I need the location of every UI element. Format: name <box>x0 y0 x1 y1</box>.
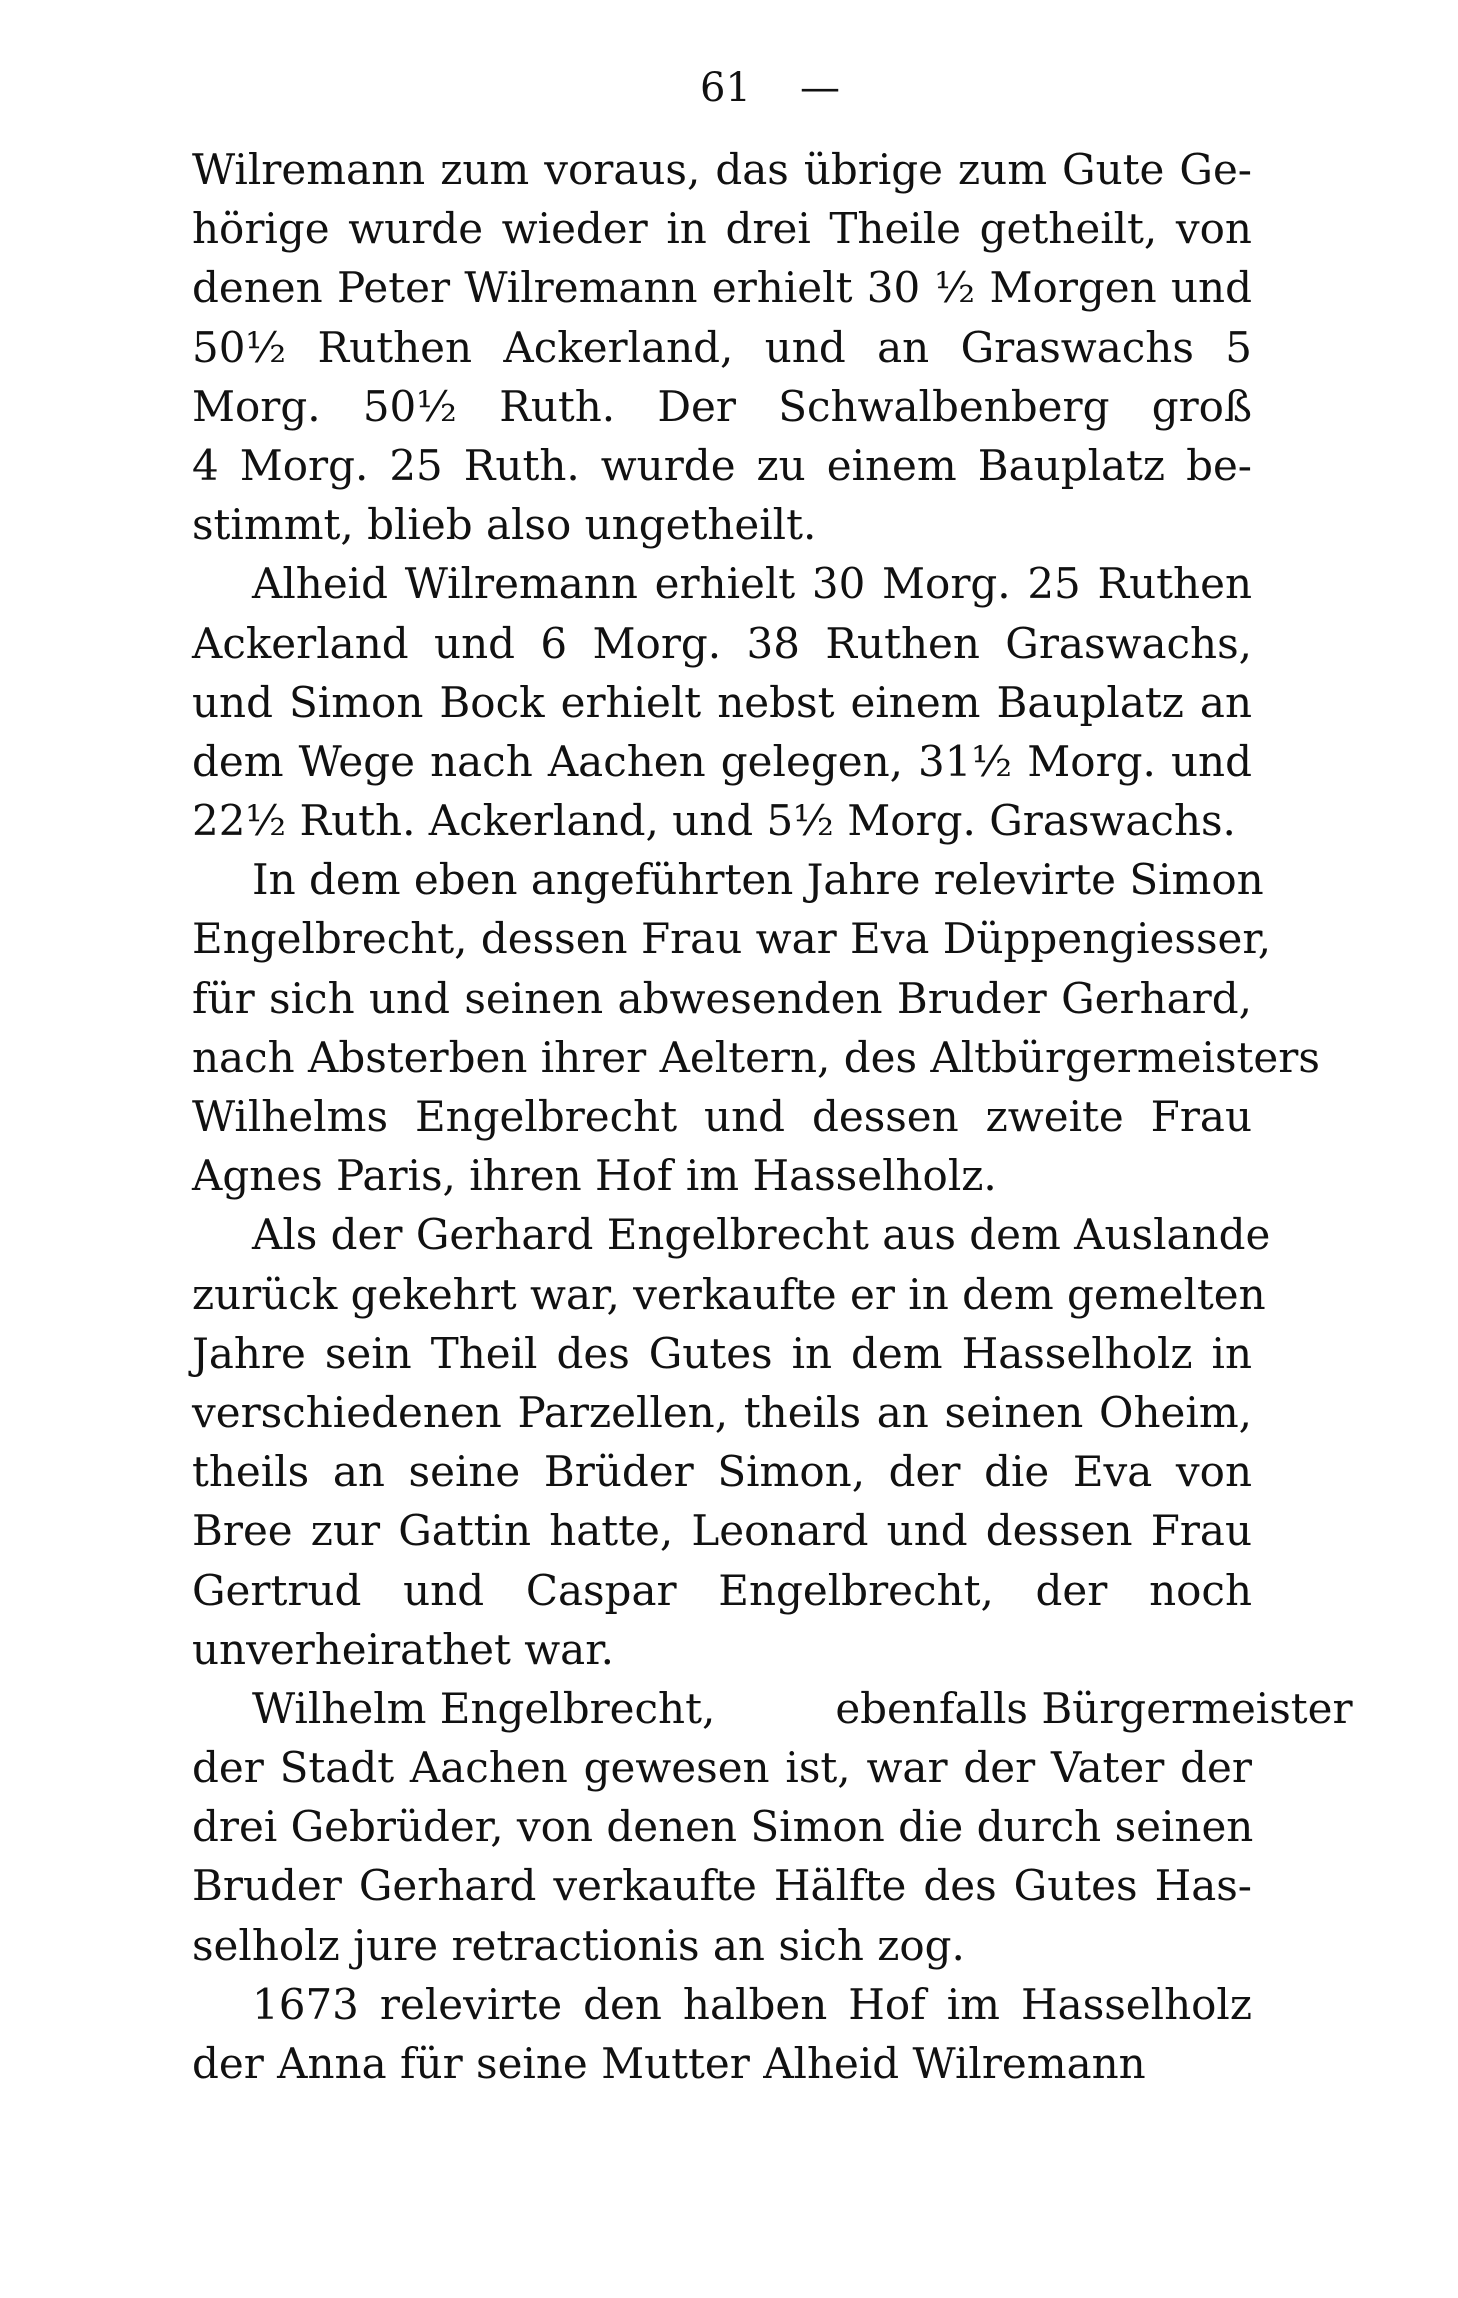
page-number: 61 <box>700 65 751 111</box>
text-line: 50½ Ruthen Ackerland, und an Graswachs 5 <box>192 322 1252 372</box>
text-line: In dem eben angeführten Jahre relevirte Simon <box>252 855 1264 905</box>
text-line: Bree zur Gattin hatte, Leonard und dessen Frau <box>192 1506 1252 1556</box>
body-text <box>192 140 1353 2093</box>
text-line: der Anna für seine Mutter Alheid Wilremann <box>192 2039 1146 2088</box>
text-line: unverheirathet war. <box>192 1624 615 1674</box>
text-line: Morg. 50½ Ruth. Der Schwalbenberg groß <box>192 381 1252 431</box>
text-line: selholz jure retractionis an sich zog. <box>192 1920 965 1970</box>
text-line: Wilhelms Engelbrecht und dessen zweite Frau <box>192 1092 1252 1141</box>
text-line: für sich und seinen abwesenden Bruder Gerhard, <box>192 973 1252 1023</box>
text-line: zurück gekehrt war, verkaufte er in dem gemelten <box>192 1269 1266 1319</box>
text-line: drei Gebrüder, von denen Simon die durch seinen <box>192 1802 1254 1852</box>
text-line: theils an seine Brüder Simon, der die Eva von <box>192 1447 1252 1497</box>
text-line: Jahre sein Theil des Gutes in dem Hasselholz in <box>192 1328 1252 1378</box>
text-line: 1673 relevirte den halben Hof im Hasselholz <box>252 1979 1252 2029</box>
text-line: hörige wurde wieder in drei Theile getheilt, von <box>192 204 1252 254</box>
text-fragment: ebenfalls Bürgermeister <box>835 1683 1353 1733</box>
text-line: 4 Morg. 25 Ruth. wurde zu einem Bauplatz be- <box>192 440 1252 490</box>
header-dash: — <box>800 65 840 111</box>
text-line: Gertrud und Caspar Engelbrecht, der noch <box>192 1565 1252 1615</box>
text-line: und Simon Bock erhielt nebst einem Bauplatz an <box>192 677 1252 727</box>
text-line: verschiedenen Parzellen, theils an seinen Oheim, <box>192 1387 1252 1437</box>
text-line: Als der Gerhard Engelbrecht aus dem Auslande <box>252 1210 1271 1260</box>
text-line: stimmt, blieb also ungetheilt. <box>192 500 817 550</box>
text-fragment: Wilhelm Engelbrecht, <box>252 1683 716 1733</box>
text-line: Ackerland und 6 Morg. 38 Ruthen Graswachs, <box>192 618 1252 668</box>
text-line: 22½ Ruth. Ackerland, und 5½ Morg. Graswachs. <box>192 796 1236 846</box>
text-line: nach Absterben ihrer Aeltern, des Altbürgermeisters <box>192 1032 1320 1082</box>
text-line: Alheid Wilremann erhielt 30 Morg. 25 Ruthen <box>252 559 1252 609</box>
text-line: Wilremann zum voraus, das übrige zum Gute Ge- <box>192 145 1252 194</box>
text-line: Bruder Gerhard verkaufte Hälfte des Gutes Has- <box>192 1861 1252 1911</box>
page-header <box>0 58 1458 118</box>
text-line: denen Peter Wilremann erhielt 30 ½ Morgen und <box>192 263 1252 313</box>
text-line: der Stadt Aachen gewesen ist, war der Vater der <box>192 1743 1252 1793</box>
text-line-split <box>192 1679 1353 1738</box>
text-line: dem Wege nach Aachen gelegen, 31½ Morg. und <box>192 736 1252 786</box>
text-line: Engelbrecht, dessen Frau war Eva Düppengiesser, <box>192 914 1272 964</box>
text-line: Agnes Paris, ihren Hof im Hasselholz. <box>192 1151 997 1201</box>
